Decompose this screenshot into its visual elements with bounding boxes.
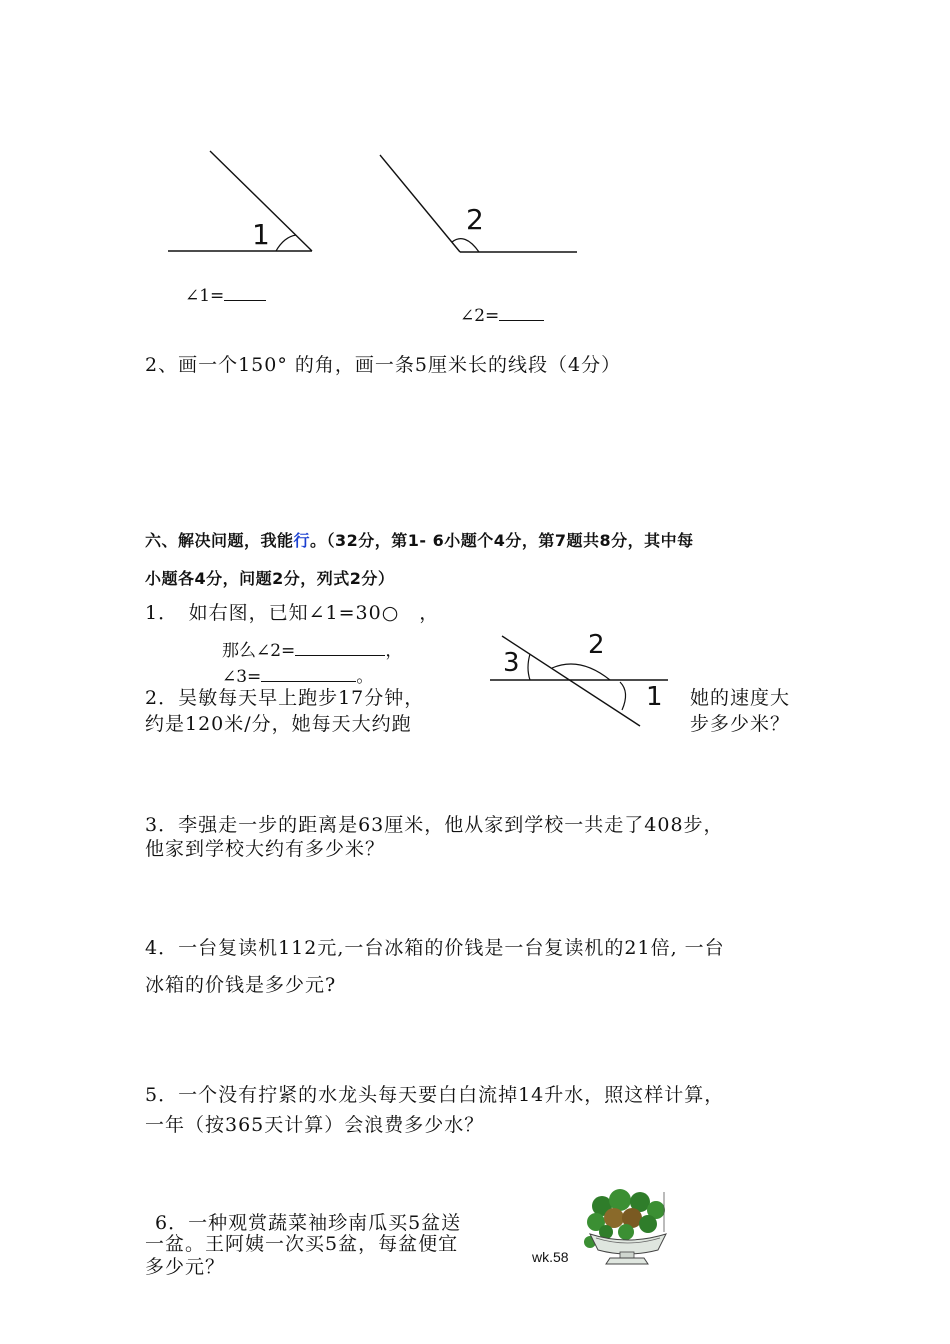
- angle-1-answer-blank[interactable]: [224, 284, 266, 301]
- problem-4-line1: 4．一台复读机112元,一台冰箱的价钱是一台复读机的21倍, 一台: [145, 937, 725, 959]
- problem-6-line3: 多少元？: [145, 1256, 226, 1278]
- angle-1-label-text: ∠1=: [185, 286, 225, 306]
- figure-mark-1: 1: [646, 682, 663, 712]
- section-six-heading: [145, 528, 694, 551]
- problem-5-line2: 一年（按365天计算）会浪费多少水？: [145, 1114, 485, 1136]
- angle-2-label-text: ∠2=: [460, 306, 500, 326]
- angle-2-blank[interactable]: [295, 639, 385, 656]
- problem-5-line1: 5．一个没有拧紧的水龙头每天要白白流掉14升水，照这样计算，: [145, 1084, 725, 1106]
- angle-3-prompt: ∠3=: [222, 667, 262, 687]
- angle-2-answer-blank[interactable]: [499, 304, 544, 321]
- problem-2-line2-left: 约是120米/分，她每天大约跑: [145, 713, 412, 735]
- figure-mark-2: 2: [588, 630, 605, 660]
- pumpkin-planter-illustration: [582, 1188, 672, 1268]
- angle-1-figure: [160, 145, 330, 265]
- comma: ，: [385, 641, 403, 661]
- problem-1-figure: [490, 630, 680, 730]
- problem-3-line2: 他家到学校大约有多少米？: [145, 838, 386, 860]
- angle-2-label: [460, 304, 544, 326]
- angle-3-blank[interactable]: [261, 665, 356, 682]
- heading-text-b: 。（32分，第1- 6小题个4分，第7题共8分，其中每: [310, 531, 694, 550]
- problem-2-line1-right: 她的速度大: [690, 687, 791, 709]
- section-six-heading-line2: 小题各4分，问题2分，列式2分）: [145, 569, 395, 588]
- page-number: wk.58: [532, 1249, 569, 1265]
- angle-2-mark: 2: [466, 203, 484, 236]
- period: 。: [356, 667, 374, 687]
- heading-link[interactable]: 行: [293, 531, 311, 550]
- problem-6-line2: 一盆。王阿姨一次买5盆，每盆便宜: [145, 1233, 459, 1255]
- problem-2-line1-left: 2．吴敏每天早上跑步17分钟，: [145, 687, 425, 709]
- angle-1-mark: 1: [252, 218, 270, 251]
- problem-3-line1: 3．李强走一步的距离是63厘米，他从家到学校一共走了408步，: [145, 814, 724, 836]
- heading-text-a: 六、解决问题，我能: [145, 531, 294, 550]
- draw-task: 2、画一个150° 的角，画一条5厘米长的线段（4分）: [145, 354, 622, 376]
- problem-2-line2-right: 步多少米？: [690, 713, 791, 735]
- figure-mark-3: 3: [503, 648, 520, 678]
- problem-6-line1: 6．一种观赏蔬菜袖珍南瓜买5盆送: [155, 1212, 462, 1234]
- problem-1-line2: [222, 636, 402, 661]
- problem-1-line1: 1． 如右图，已知∠1=30○ ，: [145, 602, 440, 624]
- angle-2-prompt: 那么∠2=: [222, 641, 296, 661]
- problem-4-line2: 冰箱的价钱是多少元?: [145, 974, 337, 996]
- angle-1-label: [185, 284, 266, 306]
